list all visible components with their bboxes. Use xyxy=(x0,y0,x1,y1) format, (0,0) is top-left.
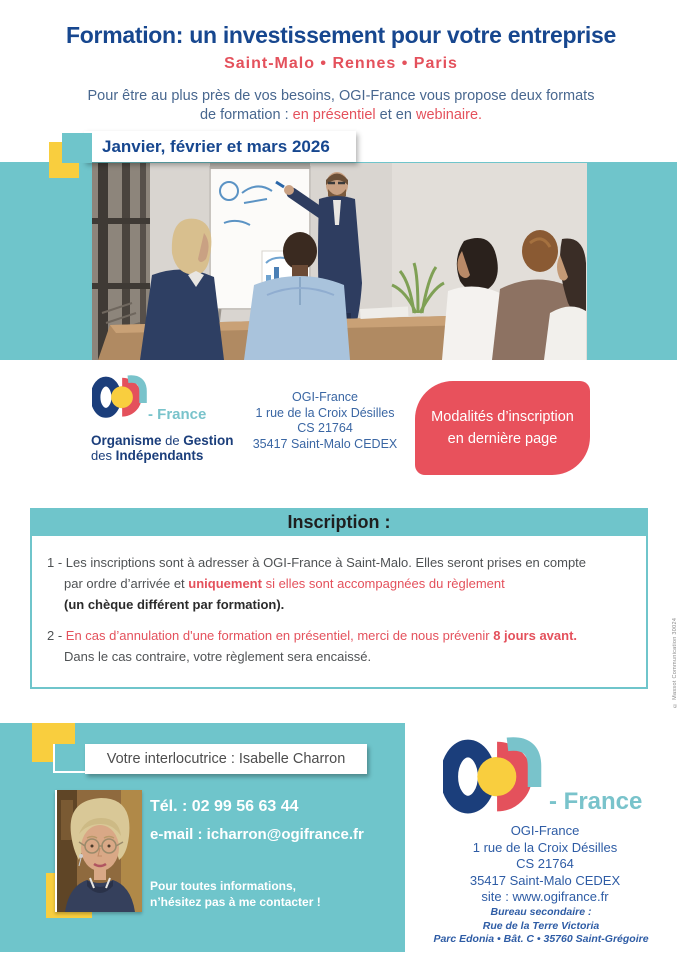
footer-address-line: 1 rue de la Croix Désilles xyxy=(472,839,618,855)
website-link[interactable]: site : www.ogifrance.fr xyxy=(481,889,609,904)
print-credit: © Massot Communication 30024 xyxy=(672,617,678,708)
inscription-rule-1 xyxy=(47,552,636,615)
secondary-office-line: Parc Edonia • Bât. C • 35760 Saint-Grégoire xyxy=(433,933,649,945)
address-line: OGI-France xyxy=(292,390,358,404)
footer-address-line: OGI-France xyxy=(510,823,580,838)
button-line-1: Modalités d’inscription xyxy=(431,409,574,425)
contact-note-line-2: n’hésitez pas à me contacter ! xyxy=(150,895,321,909)
rule-1-line-3: (un chèque différent par formation). xyxy=(64,597,285,612)
contact-note xyxy=(150,878,321,910)
organisme-line-2: des Indépendants xyxy=(91,448,204,463)
ogi-logo-icon xyxy=(443,735,547,820)
date-banner: Janvier, février et mars 2026 xyxy=(84,131,356,162)
logo-france-suffix: - France xyxy=(148,406,207,423)
intro-paragraph xyxy=(0,87,682,125)
ogi-logo-icon xyxy=(92,374,150,430)
inscription-header: Inscription : xyxy=(30,508,648,536)
highlight-presentiel: en présentiel xyxy=(292,107,376,123)
secondary-office-block xyxy=(400,906,682,947)
address-line: CS 21764 xyxy=(297,421,353,435)
address-line: 35417 Saint-Malo CEDEX xyxy=(252,436,398,451)
inscription-rules-box xyxy=(30,536,648,689)
ogi-logo-shapes xyxy=(92,374,150,420)
inscription-rule-2 xyxy=(47,625,636,667)
address-line: 1 rue de la Croix Désilles xyxy=(255,405,395,420)
email-address[interactable]: e-mail : icharron@ogifrance.fr xyxy=(150,826,364,843)
teal-square-decoration xyxy=(62,133,92,163)
training-session-photo xyxy=(92,163,587,360)
cities-subtitle: Saint-Malo • Rennes • Paris xyxy=(224,55,458,72)
secondary-office-line: Rue de la Terre Victoria xyxy=(482,919,600,932)
phone-number: Tél. : 02 99 56 63 44 xyxy=(150,798,299,815)
organisme-line-1: Organisme de Gestion xyxy=(91,433,234,448)
logo-france-suffix: - France xyxy=(549,788,643,815)
organisme-caption xyxy=(91,433,251,463)
secondary-office-line: Bureau secondaire : xyxy=(490,906,592,918)
rule-1-line-1: 1 - Les inscriptions sont à adresser à OGI-France à Saint-Malo. Elles seront prises en compte xyxy=(47,555,587,570)
footer-address-line: CS 21764 xyxy=(516,856,574,871)
ogi-logo-shapes xyxy=(443,735,547,818)
training-photo-illustration xyxy=(92,163,587,360)
button-line-2: en dernière page xyxy=(447,431,558,447)
rule-2-line-2: Dans le cas contraire, votre règlement sera encaissé. xyxy=(64,649,372,664)
ogi-address-block xyxy=(240,390,410,452)
intro-line-1: Pour être au plus près de vos besoins, OGI-France vous propose deux formats xyxy=(87,88,595,104)
page-title: Formation: un investissement pour votre entreprise xyxy=(66,22,616,48)
intro-line-2: de formation : en présentiel et en webinaire. xyxy=(199,107,483,123)
portrait-illustration xyxy=(57,790,142,912)
footer-address-block xyxy=(420,823,670,906)
isabelle-charron-portrait xyxy=(55,790,142,912)
teal-square-decoration xyxy=(53,744,86,773)
footer-address-line: 35417 Saint-Malo CEDEX xyxy=(469,872,621,888)
modalites-inscription-button[interactable] xyxy=(415,381,590,475)
contact-note-line-1: Pour toutes informations, xyxy=(150,879,297,893)
interlocutrice-banner: Votre interlocutrice : Isabelle Charron xyxy=(85,744,367,774)
rule-2-line-1: 2 - En cas d’annulation d'une formation en présentiel, merci de nous prévenir 8 jours avant. xyxy=(47,628,578,643)
rule-1-line-2: par ordre d’arrivée et uniquement si elles sont accompagnées du règlement xyxy=(64,576,505,591)
highlight-webinaire: webinaire. xyxy=(415,107,483,123)
